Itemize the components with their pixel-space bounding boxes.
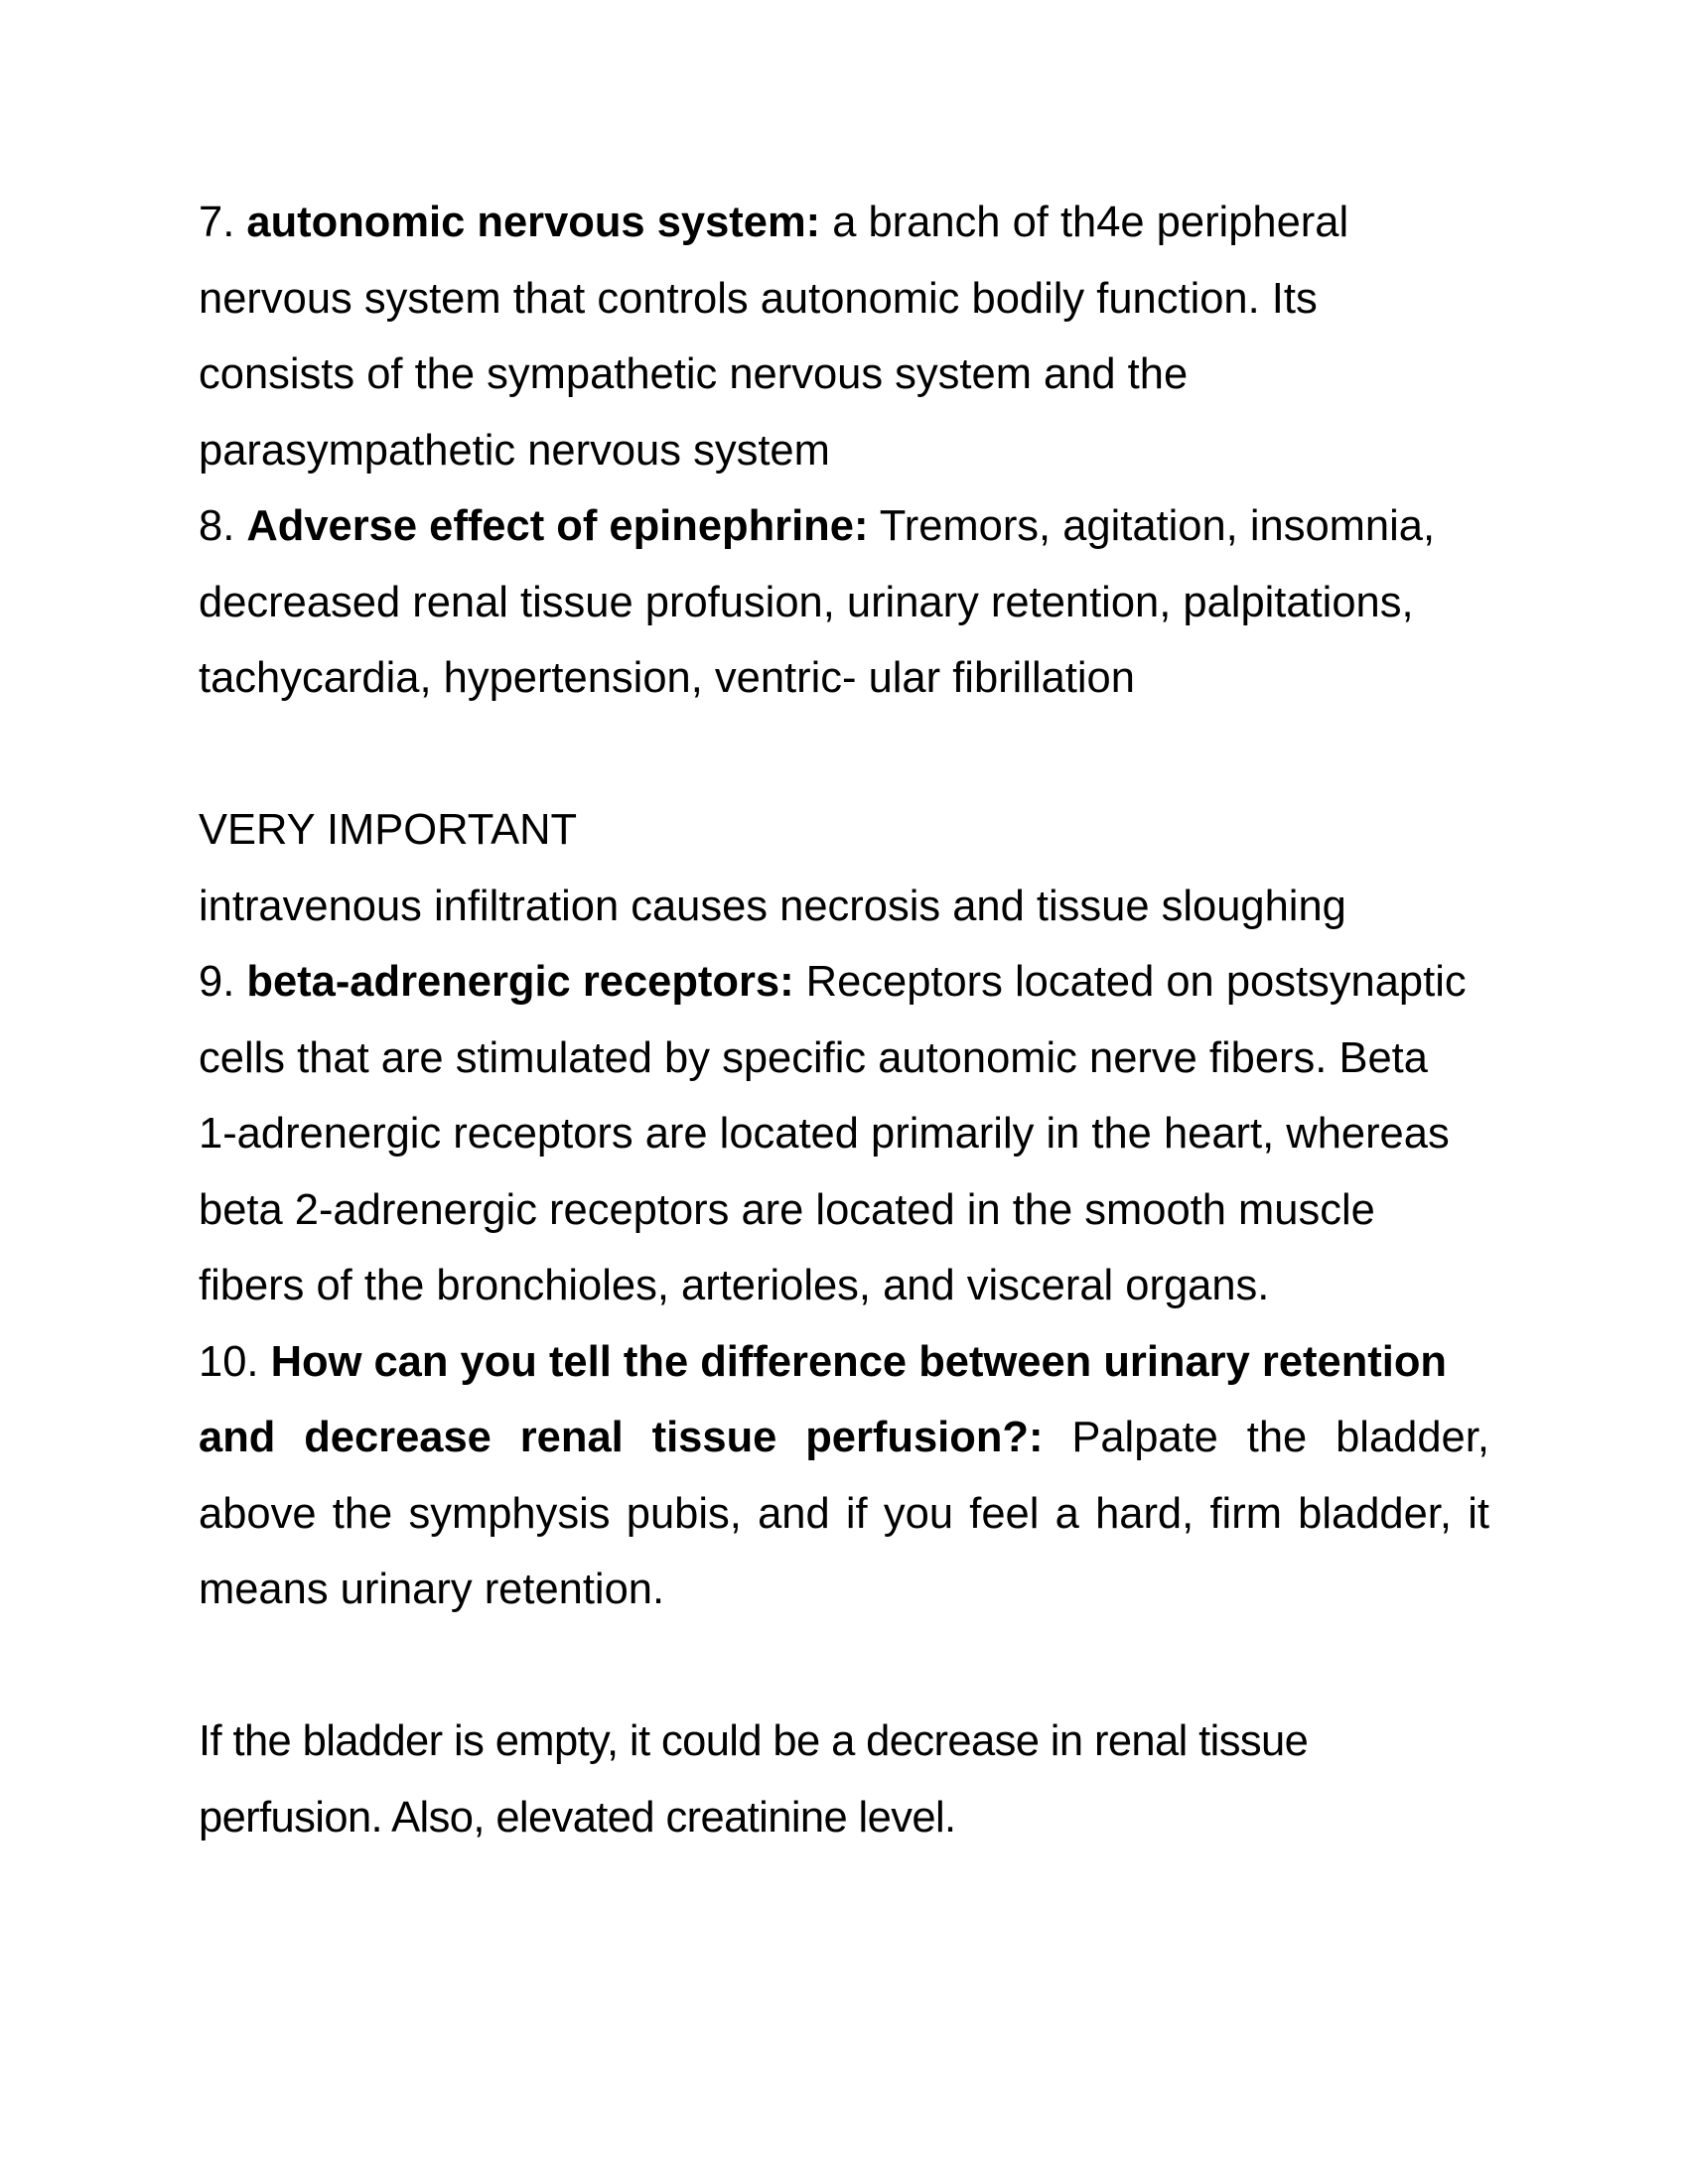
item-9-line-1	[199, 944, 1489, 1021]
item-10-term-word: tissue	[651, 1414, 777, 1461]
spacer	[199, 717, 1489, 793]
item-10-term-word: decrease	[304, 1414, 492, 1461]
item-10-answer-word: if	[845, 1489, 868, 1538]
item-10-term-line-1: How can you tell the difference between urinary retention	[270, 1337, 1447, 1386]
item-10-answer-word: hard,	[1095, 1489, 1195, 1538]
item-7-line-3: consists of the sympathetic nervous system and the	[199, 350, 1189, 398]
item-10-line-1	[199, 1324, 1489, 1401]
item-10-answer-word: bladder,	[1336, 1414, 1489, 1461]
item-8-line-3: tachycardia, hypertension, ventric- ular fibrillation	[199, 654, 1135, 702]
item-8-term: Adverse effect of epinephrine:	[246, 502, 869, 550]
item-9-line-5: fibers of the bronchioles, arterioles, and visceral organs.	[199, 1262, 1270, 1309]
item-8-number: 8.	[199, 502, 235, 550]
item-9-line-3: 1-adrenergic receptors are located primarily in the heart, whereas	[199, 1110, 1450, 1158]
item-9-line-4: beta 2-adrenergic receptors are located in the smooth muscle	[199, 1185, 1375, 1234]
spacer	[199, 1628, 1489, 1705]
item-10-term-word: perfusion?:	[805, 1414, 1044, 1461]
item-7-line-1	[199, 185, 1489, 261]
item-9-number: 9.	[199, 958, 235, 1006]
item-7-term: autonomic nervous system:	[246, 199, 821, 246]
item-10-answer-word: bladder,	[1298, 1489, 1452, 1538]
item-10-answer-word: and	[758, 1489, 830, 1538]
item-10-answer-word: symphysis	[408, 1489, 611, 1538]
item-10-answer-word: pubis,	[626, 1489, 742, 1538]
item-8-line-2: decreased renal tissue profusion, urinary retention, palpitations,	[199, 578, 1414, 626]
item-10-answer-word: feel	[969, 1489, 1040, 1538]
item-10-term-word: and	[199, 1414, 276, 1461]
item-10-term-word: renal	[519, 1414, 624, 1461]
item-7-definition-start: a branch of th4e peripheral	[832, 199, 1349, 246]
item-8-definition-start: Tremors, agitation, insomnia,	[879, 502, 1436, 550]
item-7-number: 7.	[199, 199, 235, 246]
document-page	[199, 185, 1489, 1855]
item-10-answer-word: a	[1055, 1489, 1079, 1538]
item-10-line-3	[199, 1476, 1489, 1553]
item-10-answer-word: you	[883, 1489, 954, 1538]
item-7-line-4: parasympathetic nervous system	[199, 426, 830, 475]
item-10-answer-word: it	[1468, 1489, 1489, 1538]
item-7-line-2: nervous system that controls autonomic bodily function. Its	[199, 274, 1318, 323]
item-10-answer-word: the	[332, 1489, 393, 1538]
item-10-answer-word: Palpate	[1071, 1414, 1218, 1461]
item-9-term: beta-adrenergic receptors:	[246, 958, 794, 1006]
item-10-answer-word: firm	[1209, 1489, 1282, 1538]
item-10-answer-word: above	[199, 1489, 317, 1538]
item-9-definition-start: Receptors located on postsynaptic	[805, 958, 1467, 1006]
note-heading: VERY IMPORTANT	[199, 806, 578, 854]
item-10-line-4: means urinary retention.	[199, 1566, 665, 1613]
note-text: intravenous infiltration causes necrosis and tissue sloughing	[199, 882, 1346, 930]
item-9-line-2: cells that are stimulated by specific autonomic nerve fibers. Beta	[199, 1033, 1428, 1082]
item-8-line-1	[199, 488, 1489, 565]
item-10-answer-word: the	[1246, 1414, 1308, 1461]
closing-line-1: If the bladder is empty, it could be a decrease in renal tissue	[199, 1717, 1309, 1765]
closing-line-2: perfusion. Also, elevated creatinine level.	[199, 1793, 956, 1842]
item-10-number: 10.	[199, 1337, 259, 1386]
item-10-line-2	[199, 1400, 1489, 1476]
